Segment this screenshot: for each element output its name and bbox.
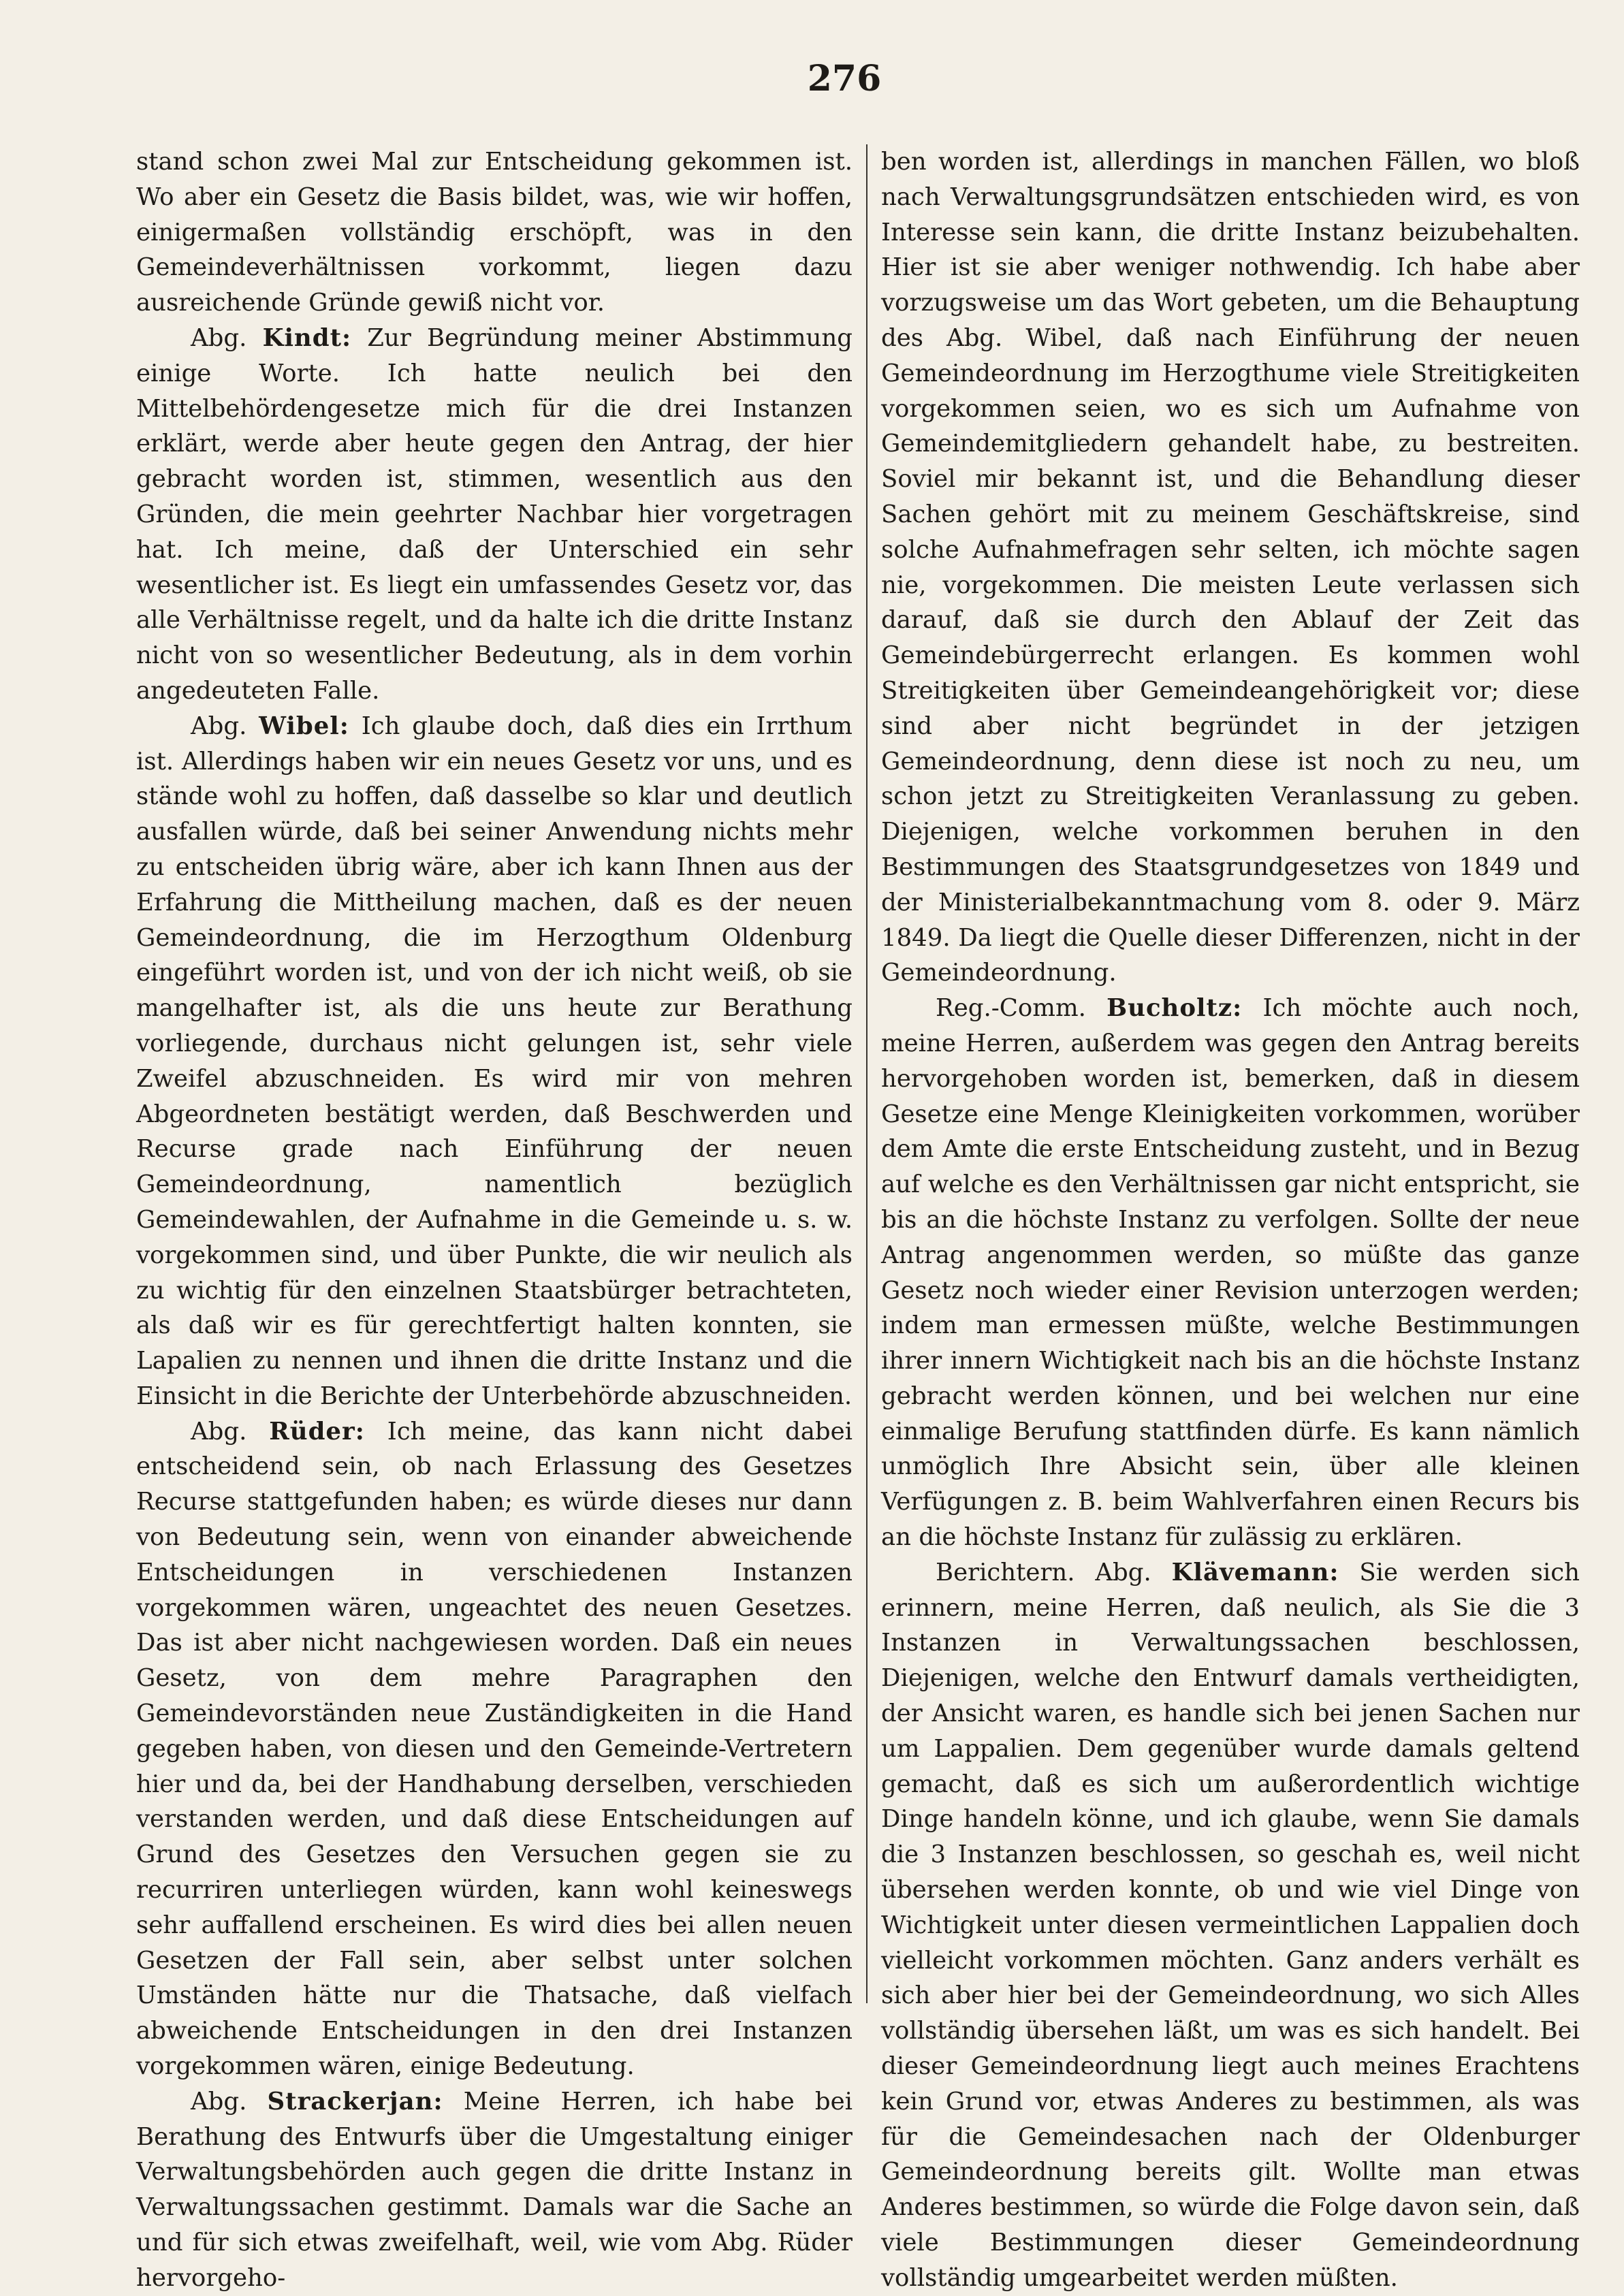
paragraph <box>136 709 853 1414</box>
paragraph-text: Sie werden sich erinnern, meine Herren, daß neulich, als Sie die 3 Instanzen in Verwaltungssachen beschlossen, Diejenigen, welche den Entwurf damals vertheidigten, der Ansicht waren, es handle sich bei jenen Sachen nur um Lappalien. Dem gegenüber wurde damals geltend gemacht, daß es sich um außerordentlich wichtige Dinge handeln könne, und ich glaube, wenn Sie damals die 3 Instanzen beschlossen, so geschah es, weil nicht übersehen werden konnte, ob und wie viel Dinge von Wichtigkeit unter diesen vermeintlichen Lappalien doch vielleicht vorkommen möchten. Ganz anders verhält es sich aber hier bei der Gemeindeordnung, wo sich Alles vollständig übersehen läßt, um was es sich handelt. Bei dieser Gemeindeordnung liegt auch meines Erachtens kein Grund vor, etwas Anderes zu bestimmen, als was für die Gemeindesachen nach der Oldenburger Gemeindeordnung bereits gilt. Wollte man etwas Anderes bestimmen, so würde die Folge davon sein, daß viele Bestimmungen dieser Gemeindeordnung vollständig umgearbeitet werden müßten. <box>881 1558 1580 2292</box>
paragraph-text: ben worden ist, allerdings in manchen Fällen, wo bloß nach Verwaltungsgrundsätzen entschieden wird, es von Interesse sein kann, die dritte Instanz beizubehalten. Hier ist sie aber weniger nothwendig. Ich habe aber vorzugsweise um das Wort gebeten, um die Behauptung des Abg. Wibel, daß nach Einführung der neuen Gemeindeordnung im Herzogthume viele Streitigkeiten vorgekommen seien, wo es sich um Aufnahme von Gemeindemitgliedern gehandelt habe, zu bestreiten. Soviel mir bekannt ist, und die Behandlung dieser Sachen gehört mit zu meinem Geschäftskreise, sind solche Aufnahmefragen sehr selten, ich möchte sagen nie, vorgekommen. Die meisten Leute verlassen sich darauf, daß sie durch den Ablauf der Zeit das Gemeindebürgerrecht erlangen. Es kommen wohl Streitigkeiten über Gemeindeangehörigkeit vor; diese sind aber nicht begründet in der jetzigen Gemeindeordnung, denn diese ist noch zu neu, um schon jetzt zu Streitigkeiten Veranlassung zu geben. Diejenigen, welche vorkommen beruhen in den Bestimmungen des Staatsgrundgesetzes von 1849 und der Ministerialbekanntmachung vom 8. oder 9. März 1849. Da liegt die Quelle dieser Differenzen, nicht in der Gemeindeordnung. <box>881 148 1580 987</box>
paragraph-text: Ich möchte auch noch, meine Herren, außerdem was gegen den Antrag bereits hervorgehoben worden ist, bemerken, daß in diesem Gesetze eine Menge Kleinigkeiten vorkommen, worüber dem Amte die erste Entscheidung zusteht, und in Bezug auf welche es den Verhältnissen gar nicht entspricht, sie bis an die höchste Instanz zu verfolgen. Sollte der neue Antrag angenommen werden, so müßte das ganze Gesetz noch wieder einer Revision unterzogen werden; indem man ermessen müßte, welche Bestimmungen ihrer innern Wichtigkeit nach bis an die höchste Instanz gebracht werden können, und bei welchen nur eine einmalige Berufung stattfinden dürfe. Es kann nämlich unmöglich Ihre Absicht sein, über alle kleinen Verfügungen z. B. beim Wahlverfahren einen Recurs bis an die höchste Instanz für zulässig zu erklären. <box>881 994 1580 1552</box>
speaker-prefix: Abg. <box>191 1417 247 1446</box>
paragraph <box>881 991 1580 1555</box>
speaker-name: Bucholtz: <box>1106 994 1243 1023</box>
speaker-name: Wibel: <box>259 712 349 740</box>
speaker-name: Kindt: <box>262 323 352 352</box>
paragraph-text: Ich meine, das kann nicht dabei entscheidend sein, ob nach Erlassung des Gesetzes Recurse stattgefunden haben; es würde dieses nur dann von Bedeutung sein, wenn von einander abweichende Entscheidungen in verschiedenen Instanzen vorgekommen wären, ungeachtet des neuen Gesetzes. Das ist aber nicht nachgewiesen worden. Daß ein neues Gesetz, von dem mehre Paragraphen den Gemeindevorständen neue Zuständigkeiten in die Hand gegeben haben, von diesen und den Gemeinde-Vertretern hier und da, bei der Handhabung derselben, verschieden verstanden werden, und daß diese Entscheidungen auf Grund des Gesetzes den Versuchen gegen sie zu recurriren unterliegen würden, kann wohl keineswegs sehr auffallend erscheinen. Es wird dies bei allen neuen Gesetzen der Fall sein, aber selbst unter solchen Umständen hätte nur die Thatsache, daß vielfach abweichende Entscheidungen in den drei Instanzen vorgekommen wären, einige Bedeutung. <box>136 1417 853 2081</box>
speaker-prefix: Reg.-Comm. <box>936 994 1086 1023</box>
paragraph <box>136 2084 853 2296</box>
column-divider <box>866 144 867 2003</box>
paragraph-text: Ich glaube doch, daß dies ein Irrthum ist. Allerdings haben wir ein neues Gesetz vor uns, und es stände wohl zu hoffen, daß dasselbe so klar und deutlich ausfallen würde, daß bei seiner Anwendung nichts mehr zu entscheiden übrig wäre, aber ich kann Ihnen aus der Erfahrung die Mittheilung machen, daß es der neuen Gemeindeordnung, die im Herzogthum Oldenburg eingeführt worden ist, und von der ich nicht weiß, ob sie mangelhafter ist, als die uns heute zur Berathung vorliegende, durchaus nicht gelungen ist, sehr viele Zweifel abzuschneiden. Es wird mir von mehren Abgeordneten bestätigt werden, daß Beschwerden und Recurse grade nach Einführung der neuen Gemeindeordnung, namentlich bezüglich Gemeindewahlen, der Aufnahme in die Gemeinde u. s. w. vorgekommen sind, und über Punkte, die wir neulich als zu wichtig für den einzelnen Staatsbürger betrachteten, als daß wir es für gerechtfertigt halten konnten, sie Lapalien zu nennen und ihnen die dritte Instanz und die Einsicht in die Berichte der Unterbehörde abzuschneiden. <box>136 712 853 1410</box>
speaker-name: Klävemann: <box>1171 1558 1339 1587</box>
speaker-name: Rüder: <box>269 1417 365 1446</box>
paragraph <box>136 321 853 709</box>
paragraph <box>136 1414 853 2084</box>
right-column <box>881 144 1580 2296</box>
speaker-prefix: Abg. <box>191 323 247 352</box>
paragraph <box>881 1555 1580 2296</box>
paragraph <box>881 144 1580 991</box>
speaker-prefix: Abg. <box>191 2087 247 2116</box>
paragraph-text: Meine Herren, ich habe bei Berathung des Entwurfs über die Umgestaltung einiger Verwaltungsbehörden auch gegen die dritte Instanz in Verwaltungssachen gestimmt. Damals war die Sache an und für sich etwas zweifelhaft, weil, wie vom Abg. Rüder hervorgeho- <box>136 2087 853 2292</box>
paragraph <box>136 144 853 321</box>
paragraph-text: stand schon zwei Mal zur Entscheidung gekommen ist. Wo aber ein Gesetz die Basis bildet, was, wie wir hoffen, einigermaßen vollständig erschöpft, was in den Gemeindeverhältnissen vorkommt, liegen dazu ausreichende Gründe gewiß nicht vor. <box>136 148 853 317</box>
left-column <box>136 144 853 2296</box>
speaker-name: Strackerjan: <box>267 2087 443 2116</box>
speaker-prefix: Abg. <box>191 712 247 740</box>
page-number: 276 <box>807 58 882 99</box>
paragraph-text: Zur Begründung meiner Abstimmung einige Worte. Ich hatte neulich bei den Mittelbehördengesetze mich für die drei Instanzen erklärt, werde aber heute gegen den Antrag, der hier gebracht worden ist, stimmen, wesentlich aus den Gründen, die mein geehrter Nachbar hier vorgetragen hat. Ich meine, daß der Unterschied ein sehr wesentlicher ist. Es liegt ein umfassendes Gesetz vor, das alle Verhältnisse regelt, und da halte ich die dritte Instanz nicht von so wesentlicher Bedeutung, als in dem vorhin angedeuteten Falle. <box>136 323 853 705</box>
speaker-prefix: Berichtern. Abg. <box>936 1558 1151 1587</box>
